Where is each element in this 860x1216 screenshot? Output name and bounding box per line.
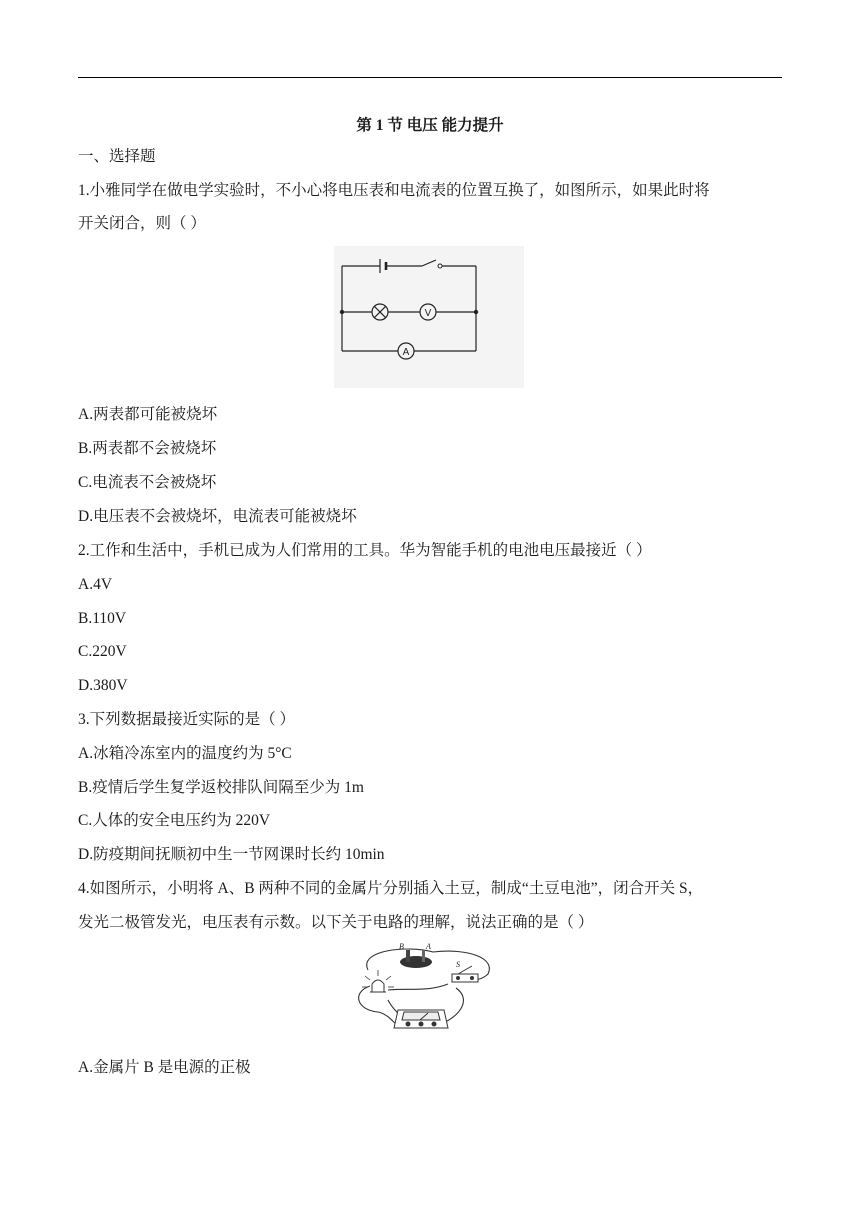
q2-stem: 2.工作和生活中，手机已成为人们常用的工具。华为智能手机的电池电压最接近（ ） [78, 542, 652, 559]
section-heading: 一、选择题 [78, 148, 156, 165]
ammeter-label: A [402, 347, 410, 358]
q1-circuit-diagram [334, 246, 524, 388]
q4-option-a: A.金属片 B 是电源的正极 [78, 1059, 251, 1076]
q1-stem-line2: 开关闭合，则（ ） [78, 215, 206, 232]
q4-stem-line1: 4.如图所示，小明将 A、B 两种不同的金属片分别插入土豆，制成“土豆电池”，闭合开关 S， [78, 880, 704, 897]
q1-option-c: C.电流表不会被烧坏 [78, 474, 217, 491]
junction-left [340, 310, 344, 314]
q2-option-a: A.4V [78, 576, 113, 593]
voltmeter [394, 1010, 448, 1028]
q4-stem-line2: 发光二极管发光，电压表有示数。以下关于电路的理解，说法正确的是（ ） [78, 914, 594, 931]
q2-option-b: B.110V [78, 610, 127, 627]
led [370, 980, 386, 992]
q3-option-c: C.人体的安全电压约为 220V [78, 812, 271, 829]
q1-stem-line1: 1.小雅同学在做电学实验时，不小心将电压表和电流表的位置互换了，如图所示，如果此时将 [78, 182, 710, 199]
q3-stem: 3.下列数据最接近实际的是（ ） [78, 711, 296, 728]
q1-option-d: D.电压表不会被烧坏，电流表可能被烧坏 [78, 508, 357, 525]
q3-option-b: B.疫情后学生复学返校排队间隔至少为 1m [78, 779, 364, 796]
q2-option-c: C.220V [78, 643, 127, 660]
voltmeter-label: V [424, 308, 432, 319]
label-s: S [456, 960, 460, 969]
q2-option-d: D.380V [78, 677, 128, 694]
page-title: 第 1 节 电压 能力提升 [356, 117, 504, 134]
q1-option-b: B.两表都不会被烧坏 [78, 440, 217, 457]
switch-contact [438, 264, 442, 268]
metal-plate-a [422, 950, 425, 962]
potato [400, 956, 432, 968]
q1-option-a: A.两表都可能被烧坏 [78, 406, 218, 423]
label-a: A [426, 942, 431, 951]
q3-option-d: D.防疫期间抚顺初中生一节网课时长约 10min [78, 846, 385, 863]
label-b: B [399, 942, 404, 951]
junction-right [474, 310, 478, 314]
metal-plate-b [406, 950, 410, 962]
q3-option-a: A.冰箱冷冻室内的温度约为 5°C [78, 745, 292, 762]
header-rule [78, 77, 782, 78]
q4-potato-battery-diagram [348, 940, 498, 1034]
